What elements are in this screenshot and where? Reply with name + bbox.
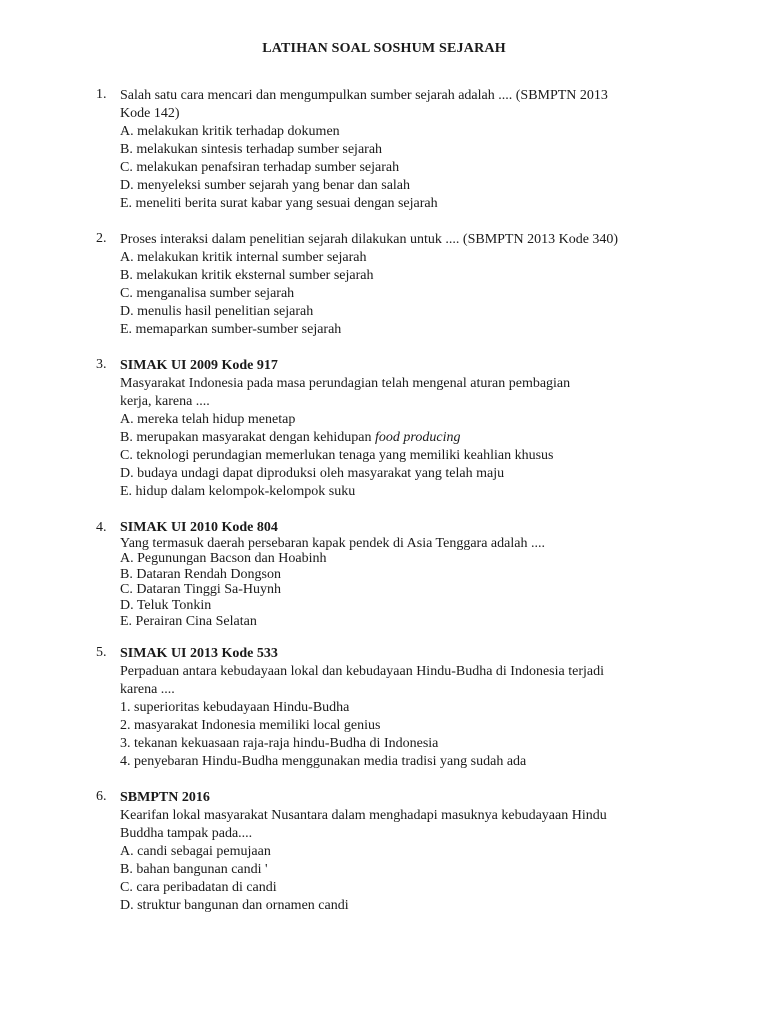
answer-option-c: C. menganalisa sumber sejarah xyxy=(120,286,295,301)
question-source-heading: SIMAK UI 2009 Kode 917 xyxy=(120,358,278,373)
answer-option-a: A. melakukan kritik internal sumber sejarah xyxy=(120,250,367,265)
answer-option-c: C. Dataran Tinggi Sa-Huynh xyxy=(120,582,281,598)
statement-2: 2. masyarakat Indonesia memiliki local genius xyxy=(120,718,381,733)
answer-option-a: A. mereka telah hidup menetap xyxy=(120,412,296,427)
answer-option-b-italic-term: food producing xyxy=(375,430,461,445)
question-number: 1. xyxy=(96,87,107,102)
answer-option-b: B. melakukan kritik eksternal sumber sejarah xyxy=(120,268,374,283)
question-number: 6. xyxy=(96,789,107,804)
question-source-heading: SBMPTN 2016 xyxy=(120,790,210,805)
answer-option-b: B. bahan bangunan candi ' xyxy=(120,862,268,877)
question-stem: Proses interaksi dalam penelitian sejarah dilakukan untuk .... (SBMPTN 2013 Kode 340) xyxy=(120,232,619,247)
answer-option-d: D. Teluk Tonkin xyxy=(120,597,212,613)
question-stem-continued: karena .... xyxy=(120,682,175,697)
answer-option-d: D. budaya undagi dapat diproduksi oleh masyarakat yang telah maju xyxy=(120,466,505,481)
question-4 xyxy=(96,520,656,629)
answer-option-d: D. menulis hasil penelitian sejarah xyxy=(120,304,314,319)
question-stem-continued: Buddha tampak pada.... xyxy=(120,826,253,841)
answer-option-c: C. teknologi perundagian memerlukan tenaga yang memiliki keahlian khusus xyxy=(120,448,554,463)
question-stem-continued: Kode 142) xyxy=(120,106,180,121)
question-1 xyxy=(96,87,656,213)
answer-option-c: C. melakukan penafsiran terhadap sumber sejarah xyxy=(120,160,400,175)
answer-option-d: D. menyeleksi sumber sejarah yang benar dan salah xyxy=(120,178,411,193)
answer-option-d: D. struktur bangunan dan ornamen candi xyxy=(120,898,349,913)
answer-option-b: B. Dataran Rendah Dongson xyxy=(120,566,281,582)
question-2 xyxy=(96,231,656,339)
question-number: 2. xyxy=(96,231,107,246)
answer-option-b-text: B. merupakan masyarakat dengan kehidupan xyxy=(120,430,376,445)
question-source-heading: SIMAK UI 2010 Kode 804 xyxy=(120,520,278,535)
question-number: 3. xyxy=(96,357,107,372)
question-stem: Masyarakat Indonesia pada masa perundagian telah mengenal aturan pembagian xyxy=(120,376,571,391)
question-stem: Yang termasuk daerah persebaran kapak pendek di Asia Tenggara adalah .... xyxy=(120,535,545,551)
question-stem: Kearifan lokal masyarakat Nusantara dalam menghadapi masuknya kebudayaan Hindu xyxy=(120,808,607,823)
statement-4: 4. penyebaran Hindu-Budha menggunakan media tradisi yang sudah ada xyxy=(120,754,527,769)
answer-option-a: A. candi sebagai pemujaan xyxy=(120,844,271,859)
statement-3: 3. tekanan kekuasaan raja-raja hindu-Budha di Indonesia xyxy=(120,736,439,751)
question-number: 4. xyxy=(96,520,107,535)
answer-option-b: B. melakukan sintesis terhadap sumber sejarah xyxy=(120,142,383,157)
question-stem: Salah satu cara mencari dan mengumpulkan sumber sejarah adalah .... (SBMPTN 2013 xyxy=(120,88,608,103)
answer-option-e: E. Perairan Cina Selatan xyxy=(120,613,257,629)
answer-option-a: A. Pegunungan Bacson dan Hoabinh xyxy=(120,551,327,567)
question-source-heading: SIMAK UI 2013 Kode 533 xyxy=(120,646,278,661)
question-3 xyxy=(96,357,656,501)
question-5 xyxy=(96,645,656,771)
document-title: LATIHAN SOAL SOSHUM SEJARAH xyxy=(262,41,506,56)
question-number: 5. xyxy=(96,645,107,660)
question-6 xyxy=(96,789,656,915)
answer-option-b xyxy=(120,429,656,447)
question-stem: Perpaduan antara kebudayaan lokal dan kebudayaan Hindu-Budha di Indonesia terjadi xyxy=(120,664,604,679)
answer-option-e: E. memaparkan sumber-sumber sejarah xyxy=(120,322,342,337)
answer-option-a: A. melakukan kritik terhadap dokumen xyxy=(120,124,340,139)
answer-option-e: E. hidup dalam kelompok-kelompok suku xyxy=(120,484,356,499)
statement-1: 1. superioritas kebudayaan Hindu-Budha xyxy=(120,700,350,715)
question-stem-continued: kerja, karena .... xyxy=(120,394,210,409)
answer-option-c: C. cara peribadatan di candi xyxy=(120,880,277,895)
answer-option-e: E. meneliti berita surat kabar yang sesuai dengan sejarah xyxy=(120,196,438,211)
